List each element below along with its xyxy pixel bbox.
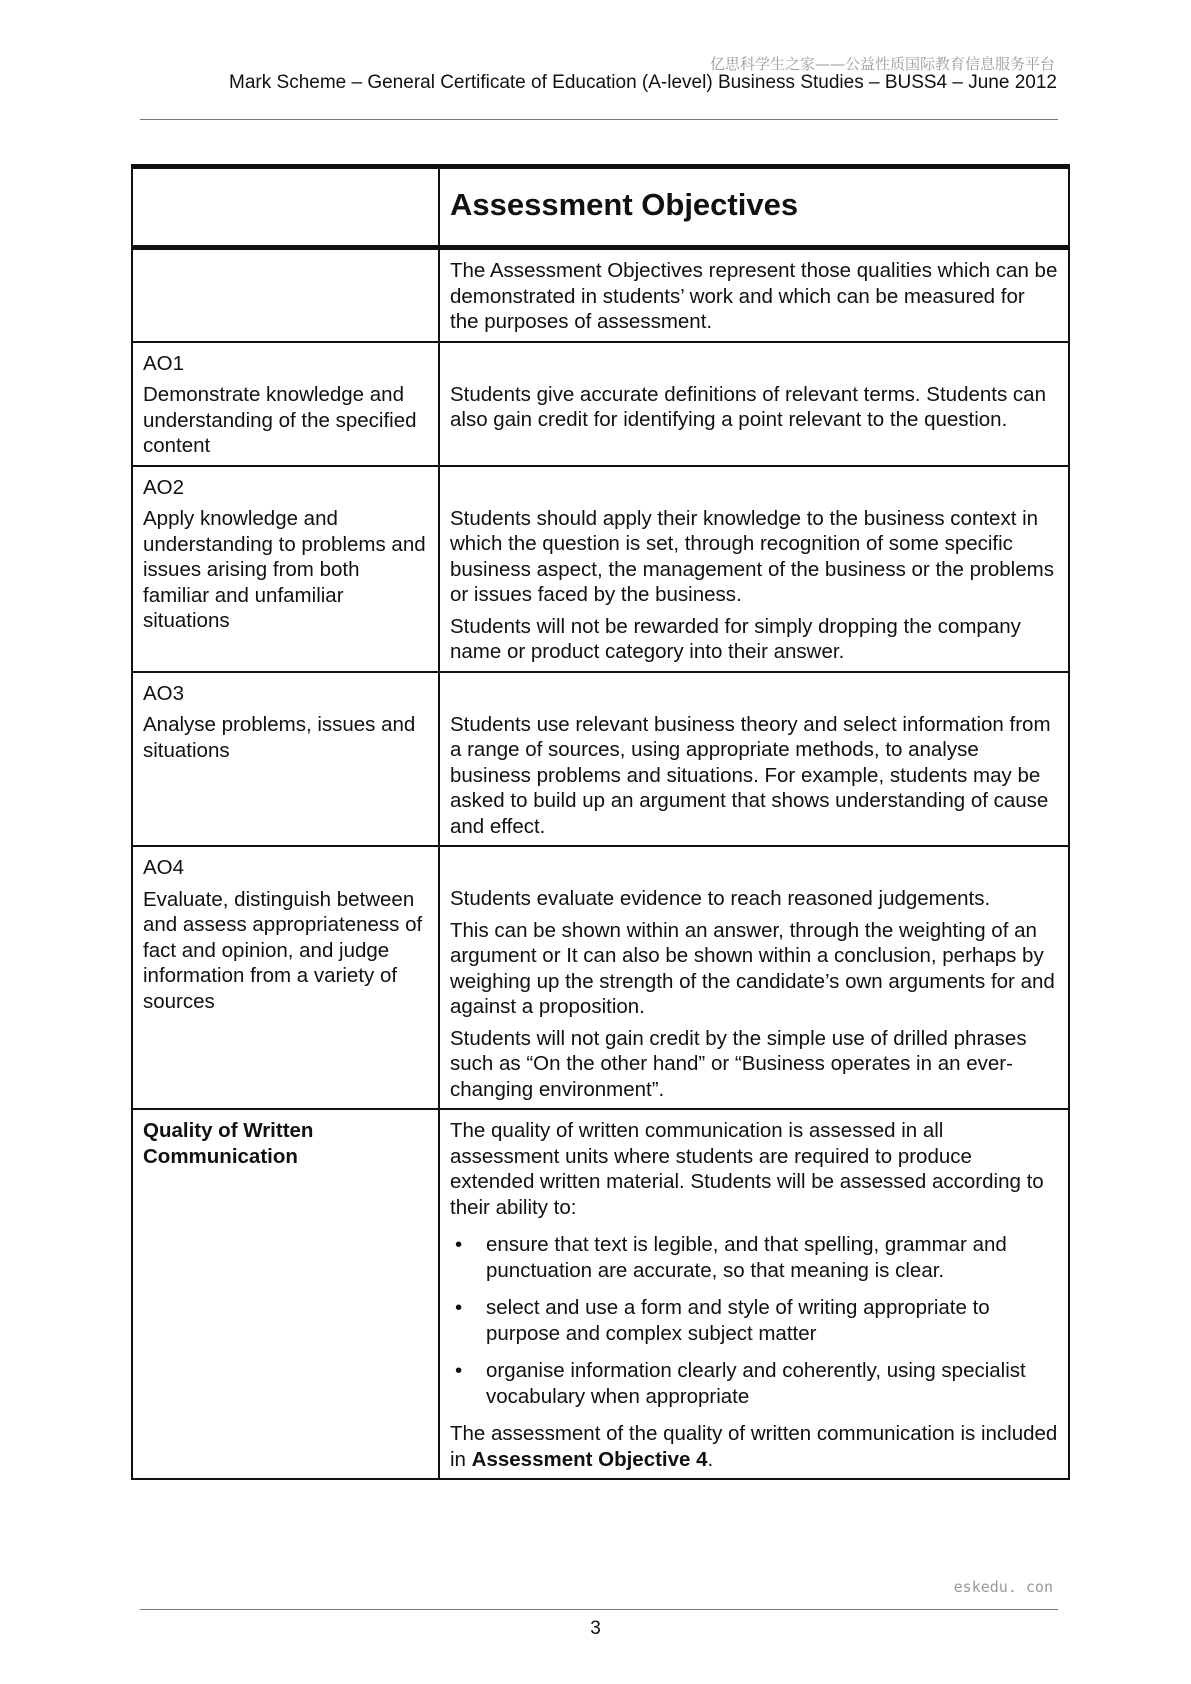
ao2-paragraph: Students will not be rewarded for simply dropping the company name or product category into their answer. <box>450 614 1021 663</box>
ao1-label-cell <box>132 342 439 466</box>
ao1-code: AO1 <box>143 351 185 375</box>
ao1-description-cell <box>439 342 1069 466</box>
ao1-spacer <box>450 351 1058 382</box>
table-row-ao4 <box>132 846 1069 1109</box>
table-header-row <box>132 167 1069 248</box>
footer-rule <box>140 1609 1058 1610</box>
ao4-paragraph: This can be shown within an answer, through the weighting of an argument or It can also be shown within a conclusion, perhaps by weighing up the strength of the candidate’s own arguments for and against a proposition. <box>450 918 1055 1018</box>
intro-text: The Assessment Objectives represent those qualities which can be demonstrated in students’ work and which can be measured for the purposes of assessment. <box>450 259 1058 333</box>
bullet-text: select and use a form and style of writing appropriate to purpose and complex subject matter <box>486 1296 990 1345</box>
header-empty-cell <box>132 167 439 248</box>
qwc-label-cell <box>132 1109 439 1479</box>
header-rule <box>140 119 1058 120</box>
qwc-closing <box>450 1421 1058 1472</box>
qwc-closing-suffix: . <box>707 1447 714 1471</box>
ao4-label-cell <box>132 846 439 1109</box>
ao2-code: AO2 <box>143 475 185 499</box>
qwc-title: Quality of Written Communication <box>143 1119 314 1168</box>
bullet-icon: • <box>455 1296 463 1319</box>
page-number: 3 <box>590 1618 601 1639</box>
assessment-objectives-table <box>131 164 1070 1480</box>
ao1-title: Demonstrate knowledge and understanding of the specified content <box>143 383 417 457</box>
qwc-description-cell <box>439 1109 1069 1479</box>
ao3-label-cell <box>132 672 439 847</box>
list-item <box>450 1232 1058 1283</box>
intro-cell <box>439 248 1069 342</box>
bullet-text: organise information clearly and coherently, using specialist vocabulary when appropriate <box>486 1359 1026 1408</box>
qwc-closing-bold: Assessment Objective 4 <box>471 1447 708 1471</box>
footer-site-watermark: eskedu. con <box>953 1578 1053 1596</box>
ao4-title: Evaluate, distinguish between and assess appropriateness of fact and opinion, and judge information from a variety of sources <box>143 887 423 1013</box>
bullet-text: ensure that text is legible, and that spelling, grammar and punctuation are accurate, so that meaning is clear. <box>486 1233 1007 1282</box>
ao1-paragraph: Students give accurate definitions of relevant terms. Students can also gain credit for identifying a point relevant to the question. <box>450 382 1046 431</box>
ao2-title: Apply knowledge and understanding to problems and issues arising from both familiar and unfamiliar situations <box>143 507 426 632</box>
qwc-closing-prefix: The assessment of the quality of written communication is included in <box>450 1422 1058 1471</box>
header-watermark: 亿思科学生之家——公益性质国际教育信息服务平台 <box>709 55 1055 73</box>
ao4-description-cell <box>439 846 1069 1109</box>
ao4-paragraph: Students evaluate evidence to reach reasoned judgements. <box>450 887 991 910</box>
ao2-paragraph: Students should apply their knowledge to the business context in which the question is set, through recognition of some specific business aspect, the management of the business or the problems or issues faced by the business. <box>450 506 1054 606</box>
intro-empty-cell <box>132 248 439 342</box>
qwc-intro: The quality of written communication is assessed in all assessment units where students are required to produce extended written material. Students will be assessed according to their ability to: <box>450 1119 1044 1219</box>
ao3-paragraph: Students use relevant business theory and select information from a range of sources, using appropriate methods, to analyse business problems and situations. For example, students may be asked to build up an argument that shows understanding of cause and effect. <box>450 712 1051 838</box>
table-row-ao1 <box>132 342 1069 466</box>
ao2-description-cell <box>439 466 1069 672</box>
table-row-intro <box>132 248 1069 342</box>
table-heading: Assessment Objectives <box>450 187 799 222</box>
list-item <box>450 1358 1058 1409</box>
table-row-qwc <box>132 1109 1069 1479</box>
ao4-spacer <box>450 855 1058 886</box>
ao4-paragraph: Students will not gain credit by the simple use of drilled phrases such as “On the other hand” or “Business operates in an ever-changing environment”. <box>450 1026 1027 1101</box>
qwc-bullet-list <box>450 1232 1058 1409</box>
ao2-label-cell <box>132 466 439 672</box>
bullet-icon: • <box>455 1233 463 1256</box>
table-heading-cell <box>439 167 1069 248</box>
table-row-ao2 <box>132 466 1069 672</box>
table-row-ao3 <box>132 672 1069 847</box>
ao4-code: AO4 <box>143 856 185 879</box>
ao3-description-cell <box>439 672 1069 847</box>
ao3-title: Analyse problems, issues and situations <box>143 713 416 762</box>
list-item <box>450 1295 1058 1346</box>
header-title: Mark Scheme – General Certificate of Education (A-level) Business Studies – BUSS4 – June 2012 <box>229 72 1057 93</box>
ao2-spacer <box>450 475 1058 506</box>
ao3-spacer <box>450 681 1058 712</box>
ao3-code: AO3 <box>143 681 185 705</box>
bullet-icon: • <box>455 1359 463 1382</box>
